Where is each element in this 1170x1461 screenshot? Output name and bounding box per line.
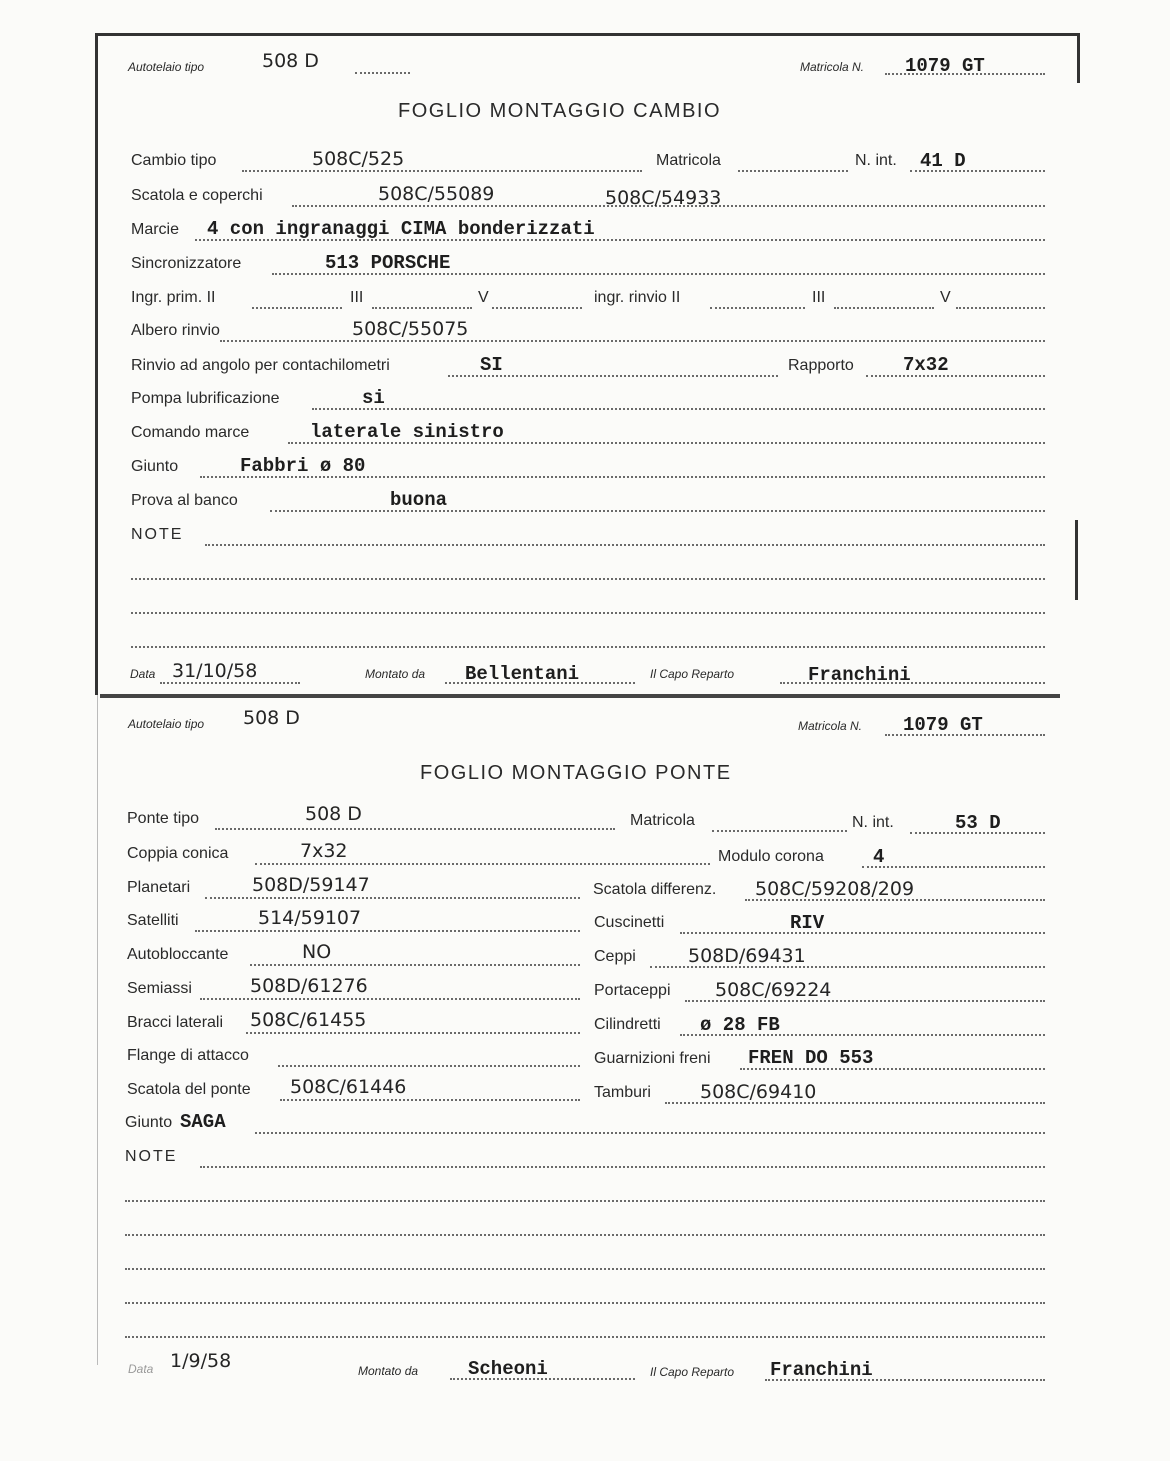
dotted-line [372, 307, 472, 309]
dotted-line [255, 1132, 1045, 1134]
albero-label: Albero rinvio [131, 322, 220, 339]
giunto-label: Giunto [131, 458, 179, 475]
scatola-ponte-value: 508C/61446 [290, 1076, 407, 1098]
rinvio-angolo-label: Rinvio ad angolo per contachilometri [131, 357, 390, 374]
dotted-line [834, 307, 934, 309]
n-int-label: N. int. [855, 152, 897, 169]
data-label: Data [130, 667, 156, 681]
semiassi-value: 508D/61276 [250, 975, 368, 997]
ingr-prim-v: V [478, 289, 489, 306]
sincro-label: Sincronizzatore [131, 255, 242, 272]
matricola-value: 1079 GT [905, 55, 985, 77]
dotted-line [242, 170, 642, 172]
matricola-label: Matricola N. [800, 60, 865, 74]
dotted-line [250, 964, 580, 966]
tamburi-label: Tamburi [594, 1084, 651, 1101]
autobloccante-value: NO [302, 941, 332, 963]
modulo-label: Modulo corona [718, 848, 824, 865]
note-line [131, 612, 1045, 614]
dotted-line [738, 170, 848, 172]
giunto-value: Fabbri ø 80 [240, 455, 366, 477]
ponte-tipo-label: Ponte tipo [127, 810, 200, 827]
note-label: NOTE [125, 1148, 178, 1165]
prova-label: Prova al banco [131, 492, 238, 509]
section-divider [100, 694, 1060, 698]
n-int-label: N. int. [852, 814, 894, 831]
cambio-tipo-value: 508C/525 [312, 148, 405, 170]
cilindretti-value: ø 28 FB [700, 1014, 780, 1036]
dotted-line [220, 340, 1045, 342]
dotted-line [450, 1378, 635, 1380]
note-line [200, 1166, 1045, 1168]
semiassi-label: Semiassi [127, 980, 192, 997]
note-label: NOTE [131, 526, 184, 543]
ingr-rinvio-label: ingr. rinvio II [594, 289, 681, 306]
data-value: 31/10/58 [172, 660, 258, 682]
ceppi-value: 508D/69431 [688, 945, 806, 967]
note-line [131, 646, 1045, 648]
dotted-line [355, 72, 410, 74]
capo-label: Il Capo Reparto [650, 667, 735, 681]
montato-label: Montato da [365, 667, 426, 681]
note-line [125, 1234, 1045, 1236]
n-int-value: 41 D [920, 150, 966, 172]
autotelaio-label: Autotelaio tipo [128, 717, 205, 731]
dotted-line [885, 73, 1045, 75]
cambio-title: FOGLIO MONTAGGIO CAMBIO [398, 100, 722, 122]
dotted-line [278, 1065, 580, 1067]
dotted-line [956, 307, 1045, 309]
autotelaio-value: 508 D [262, 50, 319, 72]
note-line [131, 578, 1045, 580]
matricola2-label: Matricola [630, 812, 695, 829]
cuscinetti-value: RIV [790, 912, 825, 934]
dotted-line [195, 239, 1045, 241]
scatola-diff-label: Scatola differenz. [593, 881, 717, 898]
marcie-value: 4 con ingranaggi CIMA bonderizzati [207, 218, 595, 240]
bracci-label: Bracci laterali [127, 1014, 224, 1031]
portaceppi-value: 508C/69224 [715, 979, 832, 1001]
cuscinetti-label: Cuscinetti [594, 914, 665, 931]
ingr-prim-iii: III [350, 289, 364, 306]
autobloccante-label: Autobloccante [127, 946, 229, 963]
ingr-rinvio-iii: III [812, 289, 826, 306]
scatola-label: Scatola e coperchi [131, 187, 263, 204]
dotted-line [780, 682, 1045, 684]
tamburi-value: 508C/69410 [700, 1081, 817, 1103]
flange-label: Flange di attacco [127, 1047, 249, 1064]
frame-border-right [1077, 33, 1080, 83]
marcie-label: Marcie [131, 221, 180, 238]
cambio-tipo-label: Cambio tipo [131, 152, 217, 169]
ingr-prim-label: Ingr. prim. II [131, 289, 216, 306]
comando-label: Comando marce [131, 424, 250, 441]
dotted-line [205, 897, 580, 899]
pompa-value: si [362, 387, 385, 409]
scatola-ponte-label: Scatola del ponte [127, 1081, 251, 1098]
ceppi-label: Ceppi [594, 948, 636, 965]
giunto-value: SAGA [180, 1111, 226, 1133]
bracci-value: 508C/61455 [250, 1009, 367, 1031]
cilindretti-label: Cilindretti [594, 1016, 661, 1033]
planetari-value: 508D/59147 [252, 874, 370, 896]
autotelaio-label: Autotelaio tipo [128, 60, 205, 74]
dotted-line [252, 307, 342, 309]
prova-value: buona [390, 489, 448, 511]
dotted-line [200, 998, 580, 1000]
dotted-line [195, 930, 580, 932]
satelliti-value: 514/59107 [258, 907, 362, 929]
ponte-title: FOGLIO MONTAGGIO PONTE [420, 762, 732, 784]
albero-value: 508C/55075 [352, 318, 469, 340]
guarnizioni-label: Guarnizioni freni [594, 1050, 711, 1067]
ingr-rinvio-v: V [940, 289, 951, 306]
matricola2-label: Matricola [656, 152, 721, 169]
guarnizioni-value: FREN DO 553 [748, 1047, 874, 1069]
scatola-value-2: 508C/54933 [605, 187, 722, 209]
dotted-line [312, 408, 1045, 410]
data-label: Data [128, 1362, 154, 1376]
note-line [125, 1268, 1045, 1270]
scatola-diff-value: 508C/59208/209 [755, 878, 915, 900]
dotted-line [866, 375, 1045, 377]
note-line [125, 1336, 1045, 1338]
note-line [125, 1302, 1045, 1304]
portaceppi-label: Portaceppi [594, 982, 671, 999]
dotted-line [492, 307, 582, 309]
frame-border-left [95, 33, 98, 695]
montato-label: Montato da [358, 1364, 419, 1378]
matricola-label: Matricola N. [798, 719, 863, 733]
coppia-label: Coppia conica [127, 845, 229, 862]
dotted-line [270, 510, 1045, 512]
capo-label: Il Capo Reparto [650, 1365, 735, 1379]
dotted-line [910, 170, 1045, 172]
sincro-value: 513 PORSCHE [325, 252, 451, 274]
matricola-value: 1079 GT [903, 714, 983, 736]
rinvio-angolo-value: SI [480, 354, 503, 376]
giunto-label: Giunto [125, 1114, 173, 1131]
frame-border-right-fragment [1075, 520, 1078, 600]
pompa-label: Pompa lubrificazione [131, 390, 280, 407]
dotted-line [445, 682, 635, 684]
dotted-line [765, 1379, 1045, 1381]
note-line [125, 1200, 1045, 1202]
comando-value: laterale sinistro [310, 421, 504, 443]
dotted-line [910, 832, 1045, 834]
dotted-line [712, 830, 847, 832]
dotted-line [280, 1099, 580, 1101]
dotted-line [710, 307, 805, 309]
rapporto-label: Rapporto [788, 357, 854, 374]
modulo-value: 4 [873, 846, 885, 868]
data-value: 1/9/58 [170, 1350, 232, 1372]
n-int-value: 53 D [955, 812, 1001, 834]
dotted-line [680, 932, 1045, 934]
capo-value: Franchini [808, 664, 911, 686]
coppia-value: 7x32 [300, 840, 348, 862]
montato-value: Bellentani [465, 663, 580, 685]
dotted-line [215, 828, 615, 830]
scatola-value-1: 508C/55089 [378, 183, 495, 205]
dotted-line [862, 866, 1045, 868]
montato-value: Scheoni [468, 1358, 548, 1380]
note-line [205, 544, 1045, 546]
frame-border-left-lower [97, 695, 98, 1365]
dotted-line [255, 863, 710, 865]
dotted-line [246, 1032, 580, 1034]
rapporto-value: 7x32 [903, 354, 949, 376]
ponte-tipo-value: 508 D [305, 803, 362, 825]
satelliti-label: Satelliti [127, 912, 179, 929]
capo-value: Franchini [770, 1359, 873, 1381]
autotelaio-value: 508 D [243, 707, 300, 729]
dotted-line [885, 734, 1045, 736]
dotted-line [160, 682, 300, 684]
frame-border-top [95, 33, 1080, 36]
planetari-label: Planetari [127, 879, 191, 896]
